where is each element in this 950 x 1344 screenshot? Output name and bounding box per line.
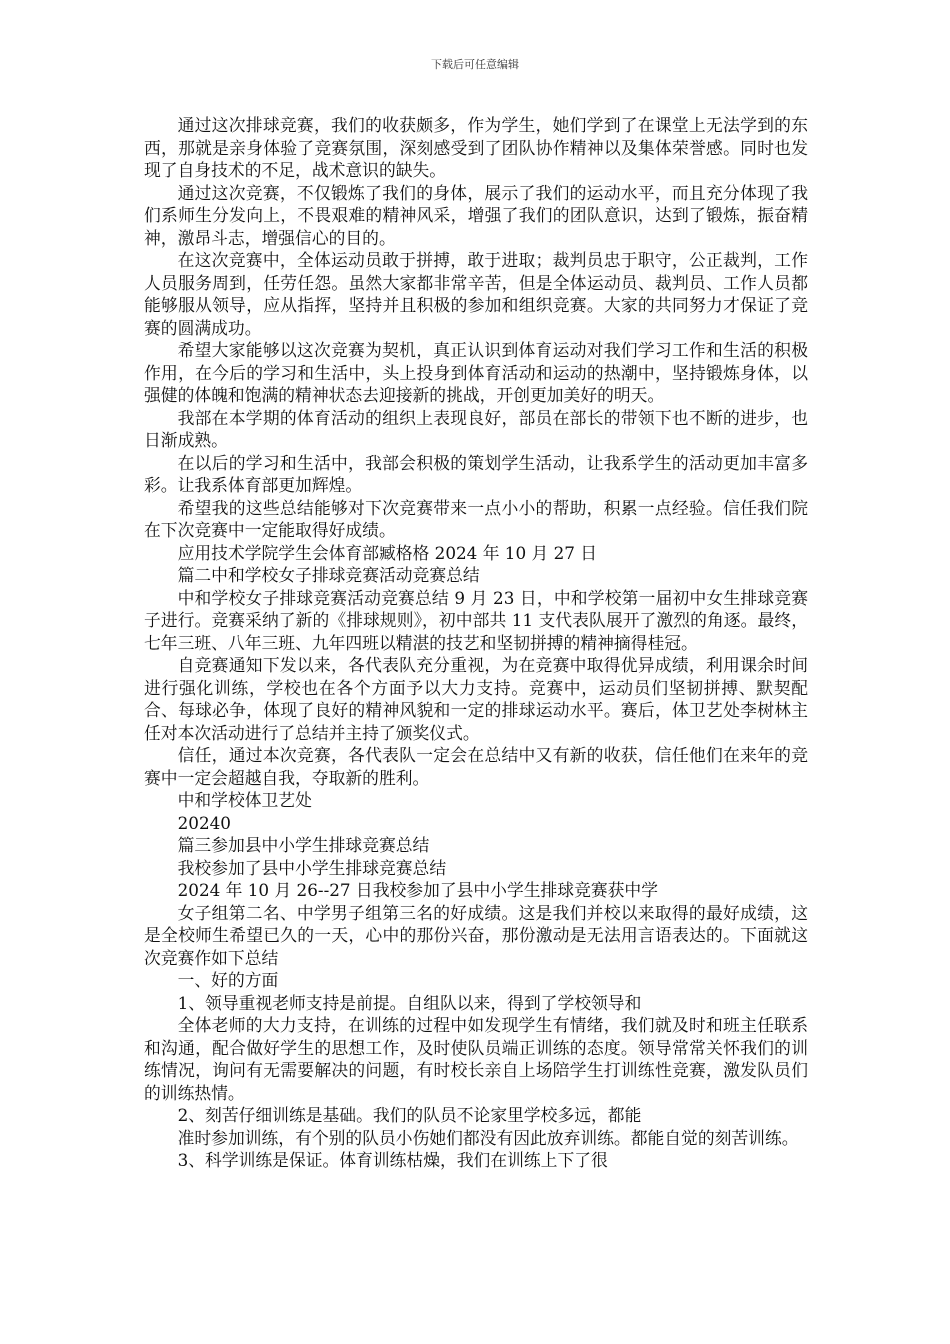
paragraph: 我校参加了县中小学生排球竞赛总结	[177, 857, 447, 878]
section-heading: 篇三参加县中小学生排球竞赛总结	[177, 835, 430, 855]
paragraph: 信任，通过本次竞赛，各代表队一定会在总结中又有新的收获，信任他们在来年的竞赛中一定会超越自我，夺取新的胜利。	[144, 745, 808, 788]
paragraph: 全体老师的大力支持，在训练的过程中如发现学生有情绪，我们就及时和班主任联系和沟通，配合做好学生的思想工作，及时使队员端正训练的态度。领导常常关怀我们的训练情况，询问有无需要解决的问题，有时校长亲自上场陪学生打训练性竞赛，激发队员们的训练热情。	[144, 1015, 808, 1103]
paragraph: 准时参加训练，有个别的队员小伤她们都没有因此放弃训练。都能自觉的刻苦训练。	[177, 1127, 799, 1148]
list-item: 3、科学训练是保证。体育训练枯燥，我们在训练上下了很	[177, 1150, 608, 1170]
list-item: 2、刻苦仔细训练是基础。我们的队员不论家里学校多远，都能	[177, 1105, 642, 1125]
paragraph: 希望大家能够以这次竞赛为契机，真正认识到体育运动对我们学习工作和生活的积极作用，在今后的学习和生活中，头上投身到体育活动和运动的热潮中，坚持锻炼身体，以强健的体魄和饱满的精神状态去迎接新的挑战，开创更加美好的明天。	[144, 340, 808, 405]
paragraph: 在这次竞赛中，全体运动员敢于拼搏，敢于进取；裁判员忠于职守，公正裁判，工作人员服务周到，任劳任怨。虽然大家都非常辛苦，但是全体运动员、裁判员、工作人员都能够服从领导，应从指挥，坚持并且积极的参加和组织竞赛。大家的共同努力才保证了竞赛的圆满成功。	[144, 250, 808, 338]
subsection-heading: 一、好的方面	[177, 970, 279, 990]
paragraph: 2024 年 10 月 26--27 日我校参加了县中小学生排球竞赛获中学	[177, 880, 658, 900]
signature-line: 中和学校体卫艺处	[177, 790, 312, 810]
date-line: 20240	[177, 812, 231, 833]
paragraph: 我部在本学期的体育活动的组织上表现良好，部员在部长的带领下也不断的进步，也日渐成熟。	[144, 407, 808, 450]
signature-line: 应用技术学院学生会体育部臧格格 2024 年 10 月 27 日	[177, 542, 598, 563]
list-item: 1、领导重视老师支持是前提。自组队以来，得到了学校领导和	[177, 992, 642, 1013]
document-body	[144, 114, 808, 1172]
paragraph: 在以后的学习和生活中，我部会积极的策划学生活动，让我系学生的活动更加丰富多彩。让我系体育部更加辉煌。	[144, 452, 808, 495]
paragraph: 中和学校女子排球竞赛活动竞赛总结 9 月 23 日，中和学校第一届初中女生排球竞赛子进行。竞赛采纳了新的《排球规则》，初中部共 11 支代表队展开了激烈的角逐。最终，七年三班、八年三班、九年四班以精湛的技艺和坚韧拼搏的精神摘得桂冠。	[144, 587, 808, 653]
paragraph: 希望我的这些总结能够对下次竞赛带来一点小小的帮助，积累一点经验。信任我们院在下次竞赛中一定能取得好成绩。	[144, 497, 808, 540]
paragraph: 自竞赛通知下发以来，各代表队充分重视，为在竞赛中取得优异成绩，利用课余时间进行强化训练，学校也在各个方面予以大力支持。竞赛中，运动员们坚韧拼搏、默契配合、每球必争，体现了良好的精神风貌和一定的排球运动水平。赛后，体卫艺处李树林主任对本次活动进行了总结并主持了颁奖仪式。	[144, 655, 808, 743]
paragraph: 女子组第二名、中学男子组第三名的好成绩。这是我们并校以来取得的最好成绩，这是全校师生希望已久的一天，心中的那份兴奋，那份激动是无法用言语表达的。下面就这次竞赛作如下总结	[144, 902, 808, 968]
section-heading: 篇二中和学校女子排球竞赛活动竞赛总结	[177, 565, 480, 585]
paragraph: 通过这次竞赛，不仅锻炼了我们的身体，展示了我们的运动水平，而且充分体现了我们系师生分发向上，不畏艰难的精神风采，增强了我们的团队意识，达到了锻炼，振奋精神，激昂斗志，增强信心的目的。	[144, 182, 808, 248]
paragraph: 通过这次排球竞赛，我们的收获颇多，作为学生，她们学到了在课堂上无法学到的东西，那就是亲身体验了竞赛氛围，深刻感受到了团队协作精神以及集体荣誉感。同时也发现了自身技术的不足，战术意识的缺失。	[144, 115, 808, 180]
page-header: 下载后可任意编辑	[431, 58, 519, 71]
